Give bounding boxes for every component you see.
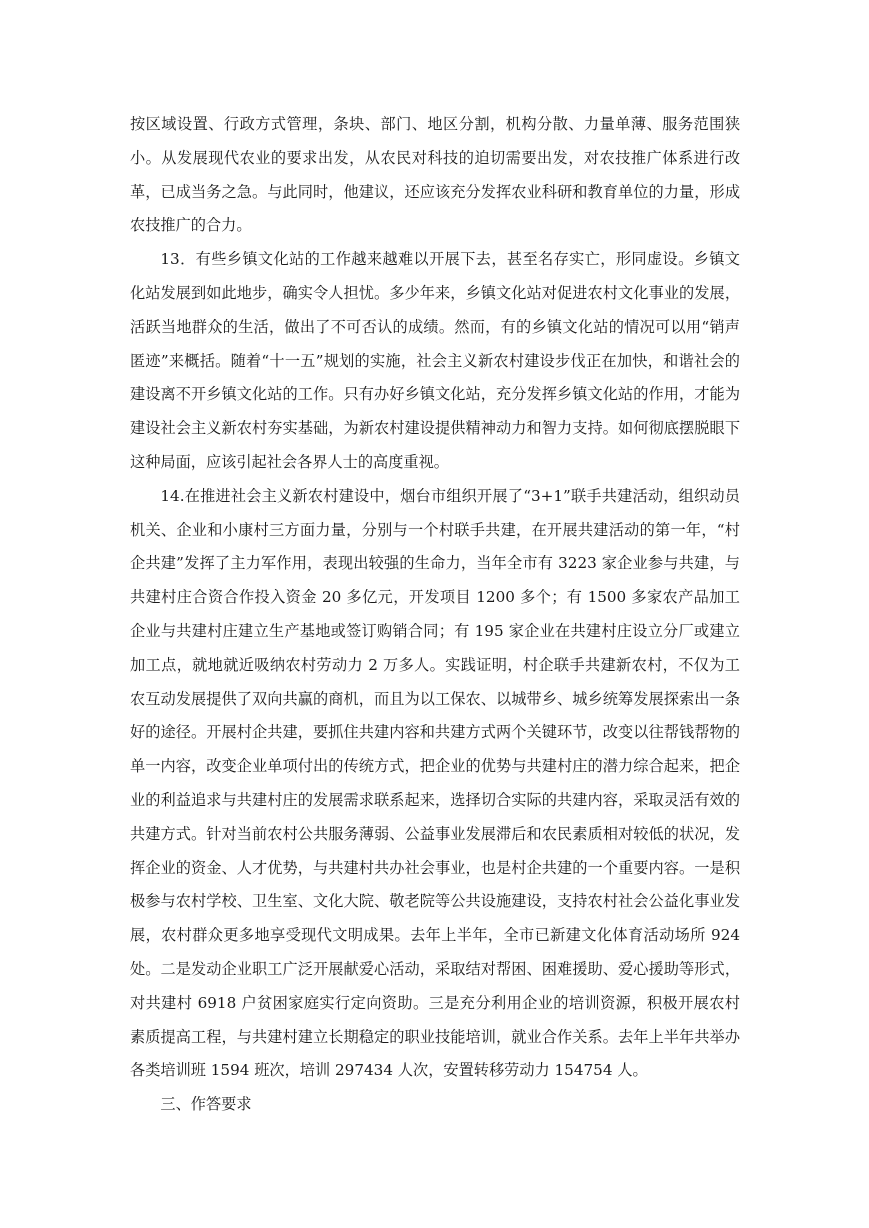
paragraph-continued: 按区域设置、行政方式管理，条块、部门、地区分割，机构分散、力量单薄、服务范围狭小。从发展现代农业的要求出发，从农民对科技的迫切需要出发，对农技推广体系进行改革，已成当务之急。与此同时，他建议，还应该充分发挥农业科研和教育单位的力量，形成农技推广的合力。 [130, 115, 740, 235]
paragraph-13: 13．有些乡镇文化站的工作越来越难以开展下去，甚至名存实亡，形同虚设。乡镇文化站发展到如此地步，确实令人担忧。多少年来，乡镇文化站对促进农村文化事业的发展，活跃当地群众的生活，做出了不可否认的成绩。然而，有的乡镇文化站的情况可以用“销声匿迹”来概括。随着“十一五”规划的实施，社会主义新农村建设步伐正在加快，和谐社会的建设离不开乡镇文化站的工作。只有办好乡镇文化站，充分发挥乡镇文化站的作用，才能为建设社会主义新农村夯实基础，为新农村建设提供精神动力和智力支持。如何彻底摆脱眼下这种局面，应该引起社会各界人士的高度重视。 [130, 250, 740, 471]
paragraph-14: 14.在推进社会主义新农村建设中，烟台市组织开展了“3+1”联手共建活动，组织动员机关、企业和小康村三方面力量，分别与一个村联手共建，在开展共建活动的第一年，“村企共建”发挥了主力军作用，表现出较强的生命力，当年全市有 3223 家企业参与共建，与共建村庄合资合作投入资金 20 多亿元，开发项目 1200 多个；有 1500 多家农产品加工企业与共建村庄建立生产基地或签订购销合同；有 195 家企业在共建村庄设立分厂或建立加工点，就地就近吸纳农村劳动力 2 万多人。实践证明，村企联手共建新农村，不仅为工农互动发展提供了双向共赢的商机，而且为以工保农、以城带乡、城乡统筹发展探索出一条好的途径。开展村企共建，要抓住共建内容和共建方式两个关键环节，改变以往帮钱帮物的单一内容，改变企业单项付出的传统方式，把企业的优势与共建村庄的潜力综合起来，把企业的利益追求与共建村庄的发展需求联系起来，选择切合实际的共建内容，采取灵活有效的共建方式。针对当前农村公共服务薄弱、公益事业发展滞后和农民素质相对较低的状况，发挥企业的资金、人才优势，与共建村共办社会事业，也是村企共建的一个重要内容。一是积极参与农村学校、卫生室、文化大院、敬老院等公共设施建设，支持农村社会公益化事业发展，农村群众更多地享受现代文明成果。去年上半年，全市已新建文化体育活动场所 924 处。二是发动企业职工广泛开展献爱心活动，采取结对帮困、困难援助、爱心援助等形式，对共建村 6918 户贫困家庭实行定向资助。三是充分利用企业的培训资源，积极开展农村素质提高工程，与共建村建立长期稳定的职业技能培训，就业合作关系。去年上半年共举办各类培训班 1594 班次，培训 297434 人次，安置转移劳动力 154754 人。 [130, 486, 740, 1080]
document-body [130, 108, 740, 1122]
section-heading-answer-requirements: 三、作答要求 [160, 1095, 252, 1114]
